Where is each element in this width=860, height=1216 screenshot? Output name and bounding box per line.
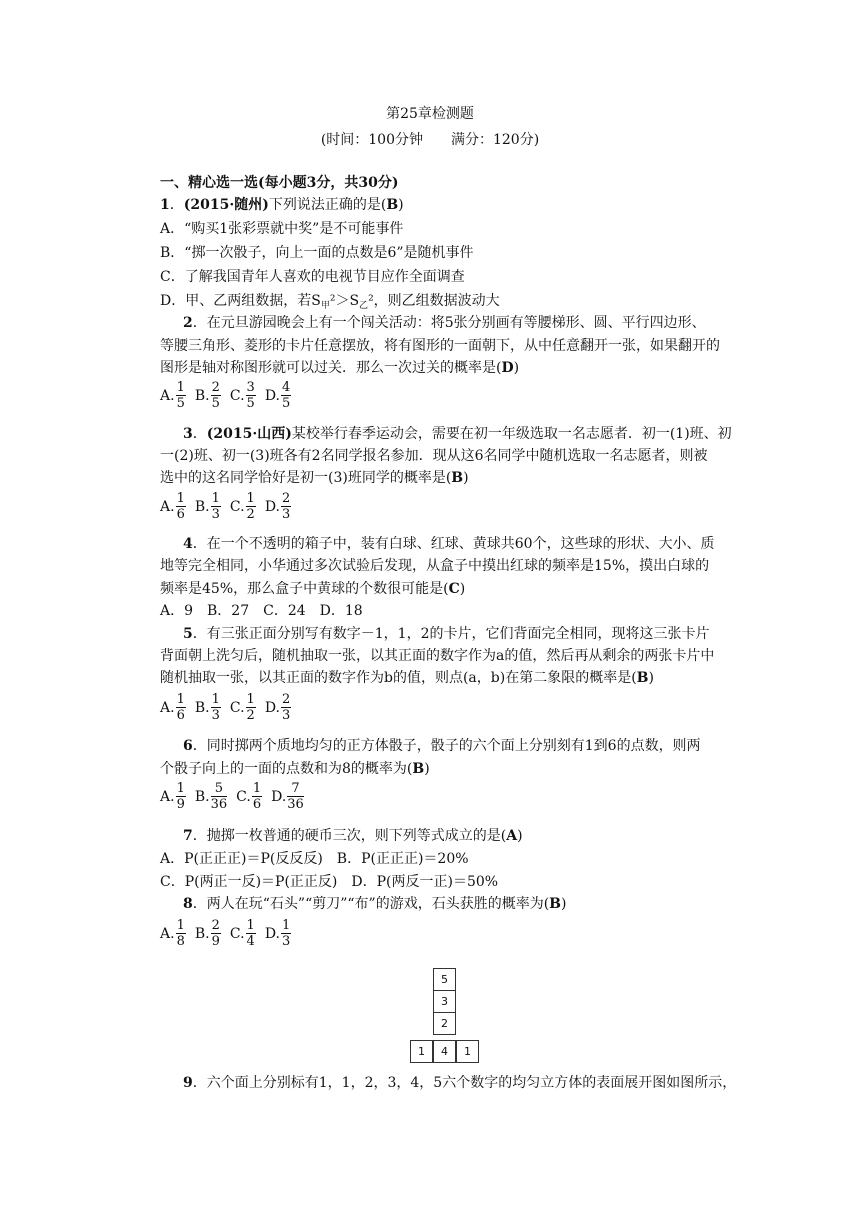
q9-number: 9: [183, 1075, 193, 1091]
option-b: [195, 781, 228, 812]
option-letter: A.: [160, 387, 175, 404]
option-b: [195, 491, 222, 522]
q3-options: [160, 491, 300, 522]
q1-option-c: C．了解我国青年人喜欢的电视节目应作全面调查: [160, 269, 465, 285]
fraction: [252, 781, 262, 812]
denominator: 5: [246, 396, 255, 411]
fraction: [211, 380, 221, 411]
denominator: 3: [282, 507, 291, 522]
option-letter: B.: [194, 788, 210, 805]
question-2: 2．在元旦游园晚会上有一个闯关活动：将5张分别画有等腰梯形、圆、平行四边形、: [183, 315, 706, 331]
denominator: 36: [287, 797, 304, 812]
option-a: [160, 918, 187, 949]
numerator: 1: [246, 918, 255, 933]
numerator: 1: [211, 692, 220, 707]
denominator: 5: [176, 396, 185, 411]
numerator: 4: [282, 380, 291, 395]
question-9: 9．六个面上分别标有1，1，2，3，4，5六个数字的均匀立方体的表面展开图如图所示，: [183, 1075, 737, 1091]
option-b: [195, 918, 222, 949]
numerator: 1: [211, 491, 220, 506]
question-8: 8．两人在玩“石头”“剪刀”“布”的游戏，石头获胜的概率为(B): [183, 896, 567, 912]
net-cell: 4: [433, 1040, 456, 1063]
fraction: [176, 491, 186, 522]
numerator: 3: [246, 380, 255, 395]
denominator: 6: [176, 507, 185, 522]
option-d: [265, 380, 292, 411]
option-letter: C.: [229, 498, 245, 515]
denominator: 3: [211, 507, 220, 522]
numerator: 1: [176, 692, 185, 707]
q5-answer: B: [636, 670, 649, 686]
option-c: [230, 380, 257, 411]
q7-answer: A: [506, 828, 518, 844]
q6-options: [160, 781, 313, 812]
q4-line-3: 频率是45%，那么盒子中黄球的个数很可能是(C): [160, 581, 466, 597]
denominator: 3: [282, 934, 291, 949]
denominator: 4: [246, 934, 255, 949]
q2-options: [160, 380, 300, 411]
q6-number: 6: [183, 738, 193, 754]
q5-number: 5: [183, 626, 193, 642]
q6-line-2: 个骰子向上的一面的点数和为8的概率为(B): [160, 761, 430, 777]
q5-options: [160, 692, 300, 723]
q6-answer: B: [412, 761, 425, 777]
cube-net-figure: [410, 968, 483, 1063]
denominator: 3: [282, 708, 291, 723]
fraction: [281, 692, 291, 723]
q3-line-3: 选中的这名同学恰好是初一(3)班同学的概率是(B): [160, 470, 469, 486]
net-cell: 5: [433, 968, 456, 991]
page-title: 第25章检测题: [386, 106, 474, 122]
q1-option-d: D．甲、乙两组数据，若$S_甲^2>S_乙^2$，则乙组数据波动大: [160, 293, 500, 311]
numerator: 1: [176, 380, 185, 395]
net-cell: 2: [433, 1012, 456, 1035]
fraction: [176, 692, 186, 723]
option-letter: A.: [160, 498, 175, 515]
q8-options: [160, 918, 300, 949]
numerator: 1: [246, 491, 255, 506]
numerator: 1: [176, 918, 185, 933]
numerator: 2: [282, 692, 291, 707]
fraction: [176, 918, 186, 949]
option-a: [160, 692, 187, 723]
net-cell: 3: [433, 990, 456, 1013]
question-5: 5．有三张正面分别写有数字－1，1，2的卡片，它们背面完全相同，现将这三张卡片: [183, 626, 710, 642]
fraction: [246, 918, 256, 949]
option-d: [265, 918, 292, 949]
option-c: [230, 491, 257, 522]
option-d: [271, 781, 305, 812]
denominator: 8: [176, 934, 185, 949]
fraction: [281, 491, 291, 522]
option-letter: B.: [194, 925, 210, 942]
denominator: 36: [210, 797, 228, 812]
q5-line-3: 随机抽取一张，以其正面的数字作为b的值，则点(a，b)在第二象限的概率是(B): [160, 670, 654, 686]
numerator: 2: [282, 491, 291, 506]
option-a: [160, 380, 187, 411]
option-letter: B.: [194, 387, 210, 404]
option-c: [236, 781, 263, 812]
option-letter: C.: [236, 788, 251, 805]
numerator: 1: [176, 781, 185, 796]
numerator: 1: [282, 918, 291, 933]
option-letter: A.: [160, 699, 175, 716]
option-d: [265, 491, 292, 522]
q1-option-b: B．“掷一次骰子，向上一面的点数是6”是随机事件: [160, 245, 474, 261]
q1-text: 下列说法正确的是(: [268, 197, 387, 213]
denominator: 2: [246, 507, 255, 522]
fraction: [211, 781, 228, 812]
numerator: 1: [252, 781, 262, 796]
option-letter: D.: [264, 498, 281, 515]
q3-number: 3: [183, 426, 193, 442]
option-letter: D.: [271, 788, 287, 805]
option-letter: A.: [160, 925, 175, 942]
question-7: 7．抛掷一枚普通的硬币三次，则下列等式成立的是(A): [183, 828, 523, 844]
page-subtitle: (时间：100分钟 满分：120分): [320, 132, 540, 148]
denominator: 6: [252, 797, 262, 812]
net-cell: 1: [410, 1040, 433, 1063]
option-letter: B.: [194, 498, 210, 515]
question-6: 6．同时掷两个质地均匀的正方体骰子，骰子的六个面上分别刻有1到6的点数，则两: [183, 738, 701, 754]
q4-number: 4: [183, 536, 193, 552]
fraction: [281, 380, 291, 411]
option-letter: C.: [229, 925, 245, 942]
fraction: [211, 918, 221, 949]
option-d: [265, 692, 292, 723]
option-letter: D.: [264, 925, 281, 942]
q3-answer: B: [451, 470, 464, 486]
fraction: [211, 692, 221, 723]
question-1: 1．(2015·随州)下列说法正确的是(B): [160, 197, 404, 213]
option-c: [230, 692, 257, 723]
q8-answer: B: [549, 896, 561, 912]
q1-option-a: A．“购买1张彩票就中奖”是不可能事件: [160, 221, 404, 237]
q7-options-row-2: C．P(两正一反)＝P(正正反) D．P(两反一正)＝50%: [160, 874, 499, 890]
q8-number: 8: [183, 896, 193, 912]
option-a: [160, 781, 187, 812]
option-letter: C.: [229, 699, 245, 716]
q3-source: (2015·山西): [206, 426, 292, 442]
q1-source: (2015·随州): [183, 197, 269, 213]
fraction: [246, 491, 256, 522]
fraction: [246, 692, 256, 723]
denominator: 5: [211, 396, 220, 411]
denominator: 6: [176, 708, 185, 723]
option-b: [195, 692, 222, 723]
net-cell: 1: [456, 1040, 479, 1063]
option-letter: A.: [160, 788, 175, 805]
q2-line-3: 图形是轴对称图形就可以过关．那么一次过关的概率是(D): [160, 360, 520, 376]
q3-line-2: 一(2)班、初一(3)班各有2名同学报名参加．现从这6名同学中随机选取一名志愿者，则被: [160, 448, 708, 464]
question-4: 4．在一个不透明的箱子中，装有白球、红球、黄球共60个，这些球的形状、大小、质: [183, 536, 715, 552]
section-heading: 一、精心选一选(每小题3分，共30分): [160, 175, 399, 191]
numerator: 7: [287, 781, 304, 797]
option-a: [160, 491, 187, 522]
option-b: [195, 380, 222, 411]
q4-answer: C: [448, 581, 460, 597]
option-letter: B.: [194, 699, 210, 716]
denominator: 3: [211, 708, 220, 723]
q1-answer: B: [386, 197, 399, 213]
q5-line-2: 背面朝上洗匀后，随机抽取一张，以其正面的数字作为a的值，然后再从剩余的两张卡片中: [160, 648, 715, 664]
denominator: 5: [282, 396, 291, 411]
denominator: 9: [176, 797, 185, 812]
q2-number: 2: [183, 315, 193, 331]
option-letter: D.: [264, 699, 281, 716]
fraction: [176, 781, 186, 812]
option-letter: C.: [229, 387, 245, 404]
q2-line-2: 等腰三角形、菱形的卡片任意摆放，将有图形的一面朝下，从中任意翻开一张，如果翻开的: [160, 338, 720, 354]
q7-options-row-1: A．P(正正正)＝P(反反反) B．P(正正正)＝20%: [160, 851, 469, 867]
numerator: 5: [211, 781, 228, 797]
denominator: 9: [211, 934, 220, 949]
numerator: 2: [211, 918, 220, 933]
q2-answer: D: [501, 360, 514, 376]
option-letter: D.: [264, 387, 281, 404]
q4-options: A．9 B．27 C．24 D．18: [160, 603, 363, 619]
fraction: [211, 491, 221, 522]
numerator: 1: [246, 692, 255, 707]
numerator: 2: [211, 380, 220, 395]
fraction: [246, 380, 256, 411]
fraction: [287, 781, 304, 812]
option-c: [230, 918, 257, 949]
q7-number: 7: [183, 828, 193, 844]
fraction: [176, 380, 186, 411]
denominator: 2: [246, 708, 255, 723]
numerator: 1: [176, 491, 185, 506]
q4-line-2: 地等完全相同，小华通过多次试验后发现，从盒子中摸出红球的频率是15%，摸出白球的: [160, 558, 710, 574]
question-3: 3．(2015·山西)某校举行春季运动会，需要在初一年级选取一名志愿者．初一(1)班、初: [183, 426, 732, 442]
fraction: [281, 918, 291, 949]
q1-number: 1: [160, 197, 170, 213]
